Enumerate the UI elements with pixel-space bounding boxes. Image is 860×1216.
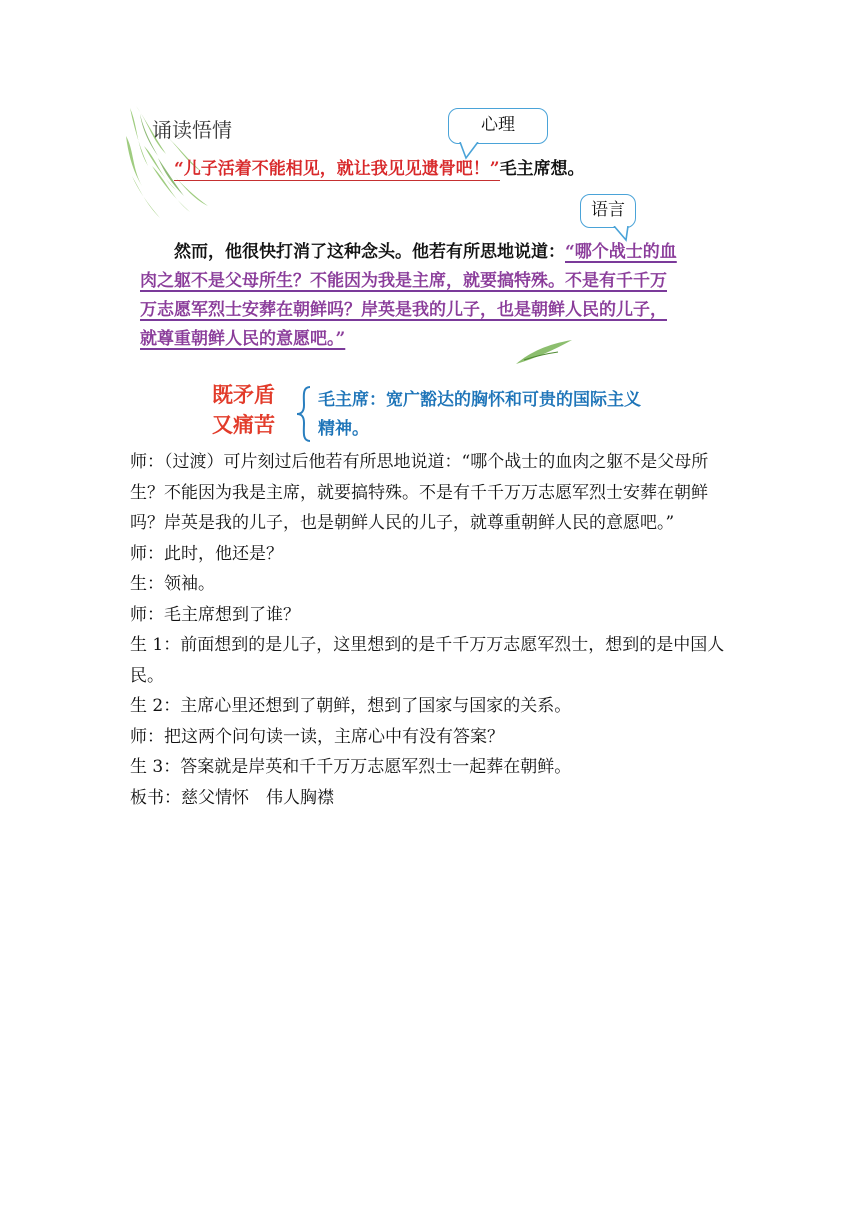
board-writing: 板书：慈父情怀 伟人胸襟 [130, 787, 334, 808]
bubble-xinli: 心理 [448, 108, 548, 144]
transcript-line: 生 2：主席心里还想到了朝鲜，想到了国家与国家的关系。 [130, 696, 572, 716]
curly-brace-icon [294, 385, 314, 443]
transcript-line: 师：毛主席想到了谁？ [130, 604, 300, 625]
paragraph-lead: 然而，他很快打消了这种念头。他若有所思地说道： [174, 242, 565, 262]
emotion-line: 又痛苦 [212, 413, 275, 437]
quote-son-remains [174, 154, 585, 179]
slide-heading: 诵读悟情 [152, 118, 232, 142]
bubble-yuyan: 语言 [580, 194, 636, 228]
paragraph-quote: “哪个战士的血肉之躯不是父母所生？不能因为我是主席，就要搞特殊。不是有千千万万志愿军烈士安葬在朝鲜吗？岸英是我的儿子，也是朝鲜人民的儿子，就尊重朝鲜人民的意愿吧。” [140, 242, 677, 349]
slide-paragraph [140, 238, 680, 354]
transcript-line: 师：把这两个问句读一读，主席心中有没有答案？ [130, 726, 504, 747]
slide-image [126, 106, 698, 446]
emotion-line: 既矛盾 [212, 383, 275, 407]
lesson-transcript [130, 447, 734, 813]
transcript-line: 生：领袖。 [130, 574, 215, 594]
quote-suffix: 毛主席想。 [499, 159, 585, 179]
quote-red-text: “儿子活着不能相见，就让我见见遗骨吧！” [174, 159, 500, 179]
transcript-line: 师：此时，他还是？ [130, 543, 283, 564]
transcript-line: 生 1：前面想到的是儿子，这里想到的是千千万万志愿军烈士，想到的是中国人民。 [130, 635, 725, 686]
transcript-line: 师：（过渡）可片刻过后他若有所思地说道：“哪个战士的血肉之躯不是父母所生？不能因为我是主席，就要搞特殊。不是有千千万万志愿军烈士安葬在朝鲜吗？岸英是我的儿子，也是朝鲜人民的儿子，就尊重朝鲜人民的意愿吧。” [130, 452, 709, 533]
transcript-line: 生 3：答案就是岸英和千千万万志愿军烈士一起葬在朝鲜。 [130, 757, 572, 777]
slide-conclusion: 毛主席：宽广豁达的胸怀和可贵的国际主义精神。 [318, 390, 641, 439]
